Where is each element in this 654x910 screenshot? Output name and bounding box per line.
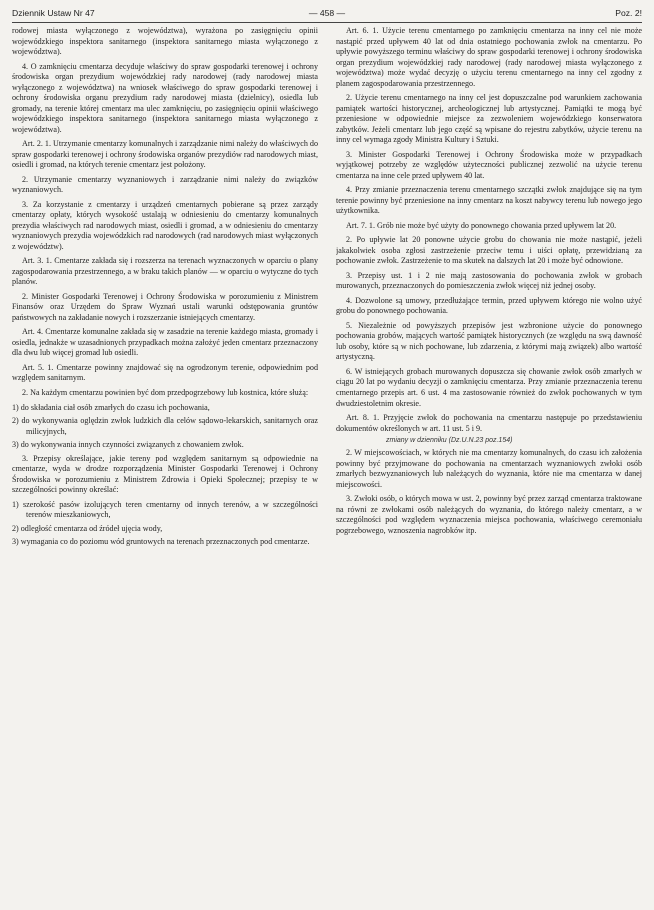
paragraph: Art. 6. 1. Użycie terenu cmentarnego po zamknięciu cmentarza na inny cel nie może nastąpić przed upływem 40 lat od dnia ostatniego pochowania zwłok na cmentarzu. Po upływie powyższego terminu właściwy do spraw gospodarki terenowej i ochrony środowiska organ prezydium wojewódzkiej rady narodowej (rady narodowej miasta wyłączonego z województwa) może wydać decyzję o użyciu terenu cmentarnego na inny cel zgodny z planem zagospodarowania przestrzennego.: [336, 26, 642, 88]
paragraph: 6. W istniejących grobach murowanych dopuszcza się chowanie zwłok osób zmarłych w ciągu 20 lat po wydaniu decyzji o zamknięciu cmentarza. Przy zmianie przeznaczenia terenu cmentarnego przepis art. 6 ust. 4 ma zastosowanie również do zwłok pochowanych w tym dwudziestoletnim okresie.: [336, 366, 642, 408]
journal-title: Dziennik Ustaw Nr 47: [12, 8, 95, 18]
list-item: 3) do wykonywania innych czynności związanych z chowaniem zwłok.: [12, 440, 244, 450]
left-column: [12, 26, 318, 906]
list-item: 1) do składania ciał osób zmarłych do czasu ich pochowania,: [12, 402, 210, 412]
paragraph: 3. Przepisy określające, jakie tereny pod względem sanitarnym są odpowiednie na cmentarze, wyda w drodze rozporządzenia Minister Gospodarki Terenowej i Ochrony Środowiska w porozumieniu z Ministrem Zdrowia i Opieki Społecznej; przepisy te w szczególności powinny określać:: [12, 453, 318, 495]
paragraph: Art. 4. Cmentarze komunalne zakłada się w zasadzie na terenie każdego miasta, gromady i osiedla, jednakże w uzasadnionych przypadkach można założyć jeden cmentarz przeznaczony dla dwu lub więcej gromad lub osiedli.: [12, 327, 318, 358]
paragraph: 2. Po upływie lat 20 ponowne użycie grobu do chowania nie może nastąpić, jeżeli jakakolwiek osoba zgłosi zastrzeżenie przeciw temu i uiści opłatę, przewidzianą za pochowanie zwłok. Zastrzeżenie to ma skutek na dalszych lat 20 i może być odnowione.: [336, 235, 642, 266]
paragraph: 2. W miejscowościach, w których nie ma cmentarzy komunalnych, do czasu ich założenia powinny być przyjmowane do pochowania na cmentarzach wyznaniowych zwłoki osób zmarłych bezwyznaniowych lub należących do wyznania, które nie ma cmentarza w danej miejscowości.: [336, 448, 642, 489]
right-column: [336, 26, 642, 906]
paragraph: rodowej miasta wyłączonego z województwa), wyrażona po zasięgnięciu opinii wojewódzkiego inspektora sanitarnego (inspektora sanitarnego miasta wyłączonego z województwa).: [12, 26, 318, 57]
paragraph: 3. Za korzystanie z cmentarzy i urządzeń cmentarnych pobierane są przez zarządy cmentarzy opłaty, których wysokość ustalają w odniesieniu do cmentarzy komunalnych prezydia właściwych rad narodowych miast, osiedli i gromad, a w odniesieniu do cmentarzy wyznaniowych prezydia wojewódzkich rad narodowych (rad narodowych miast wyłączonych z województw).: [12, 199, 318, 251]
paragraph: 3. Minister Gospodarki Terenowej i Ochrony Środowiska może w przypadkach wyjątkowej potrzeby ze względów użyteczności publicznej zezwolić na użycie terenu cmentarza na inne cele przed upływem 40 lat.: [336, 149, 642, 180]
paragraph: 3. Przepisy ust. 1 i 2 nie mają zastosowania do pochowania zwłok w grobach murowanych, przeznaczonych do pomieszczenia zwłok więcej niż jednej osoby.: [336, 270, 642, 291]
list-item: 2) do wykonywania oględzin zwłok ludzkich dla celów sądowo-lekarskich, sanitarnych oraz milicyjnych,: [12, 416, 318, 436]
position-number: Poz. 2!: [615, 8, 642, 18]
paragraph: 2. Utrzymanie cmentarzy wyznaniowych i zarządzanie nimi należy do związków wyznaniowych.: [12, 174, 318, 195]
page-number: — 458 —: [308, 8, 346, 18]
header-rule: [12, 22, 642, 23]
paragraph: 4. O zamknięciu cmentarza decyduje właściwy do spraw gospodarki terenowej i ochrony środowiska organ prezydium wojewódzkiej rady narodowej (rady narodowej miasta wyłączonego z województwa) na wniosek właściwego do spraw gospodarki terenowej i ochrony środowiska organu prezydium rady narodowej miasta (dzielnicy), osiedla lub gromady, na terenie której cmentarz ma ulec zamknięciu, po zasięgnięciu opinii właściwego wojewódzkiego inspektora sanitarnego (inspektora sanitarnego miasta wyłączonego z województwa).: [12, 61, 318, 134]
list-item: 2) odległość cmentarza od źródeł ujęcia wody,: [12, 523, 163, 533]
paragraph: 4. Dozwolone są umowy, przedłużające termin, przed upływem którego nie wolno użyć grobu do ponownego pochowania.: [336, 295, 642, 316]
paragraph: Art. 5. 1. Cmentarze powinny znajdować się na ogrodzonym terenie, odpowiednim pod względem sanitarnym.: [12, 362, 318, 383]
paragraph: 4. Przy zmianie przeznaczenia terenu cmentarnego szczątki zwłok znajdujące się na tym terenie powinny być przeniesione na inny cmentarz na koszt nabywcy terenu lub nowego jego użytkownika.: [336, 185, 642, 216]
paragraph: 5. Niezależnie od powyższych przepisów jest wzbronione użycie do ponownego pochowania grobów, mających wartość pamiątek historycznych (ze względu na swą dawność lub osoby, które są w nich pochowane, lub zdarzenia, z którymi mają związek) albo wartość artystyczną.: [336, 320, 642, 362]
paragraph: Art. 3. 1. Cmentarze zakłada się i rozszerza na terenach wyznaczonych w oparciu o plany zagospodarowania przestrzennego, a w braku takich planów — w oparciu o wytyczne do tych planów.: [12, 256, 318, 287]
handwritten-note: zmiany w dzienniku (Dz.U.N.23 poz.154): [386, 437, 513, 445]
page-header: [12, 8, 642, 20]
paragraph: 2. Minister Gospodarki Terenowej i Ochrony Środowiska w porozumieniu z Ministrem Finansów oraz Urzędem do Spraw Wyznań ustali warunki odstępowania gruntów państwowych na zakładanie nowych i rozszerzanie istniejących cmentarzy.: [12, 291, 318, 322]
paragraph: Art. 7. 1. Grób nie może być użyty do ponownego chowania przed upływem lat 20.: [346, 220, 617, 230]
paragraph: 2. Na każdym cmentarzu powinien być dom przedpogrzebowy lub kostnica, które służą:: [22, 387, 309, 397]
paragraph: Art. 2. 1. Utrzymanie cmentarzy komunalnych i zarządzanie nimi należy do właściwych do spraw gospodarki terenowej i ochrony środowiska organów prezydiów rad narodowych miast, osiedli i gromad, na których terenie cmentarz jest położony.: [12, 139, 318, 170]
list-item: 1) szerokość pasów izolujących teren cmentarny od innych terenów, a w szczególności terenów mieszkaniowych,: [12, 499, 318, 520]
list-item: 3) wymagania co do poziomu wód gruntowych na terenach przeznaczonych pod cmentarze.: [12, 537, 310, 547]
paragraph: Art. 8. 1. Przyjęcie zwłok do pochowania na cmentarzu następuje po przedstawieniu dokumentów określonych w art. 11 ust. 5 i 9.: [336, 413, 642, 433]
paragraph: 3. Zwłoki osób, o których mowa w ust. 2, powinny być przez zarząd cmentarza traktowane na równi ze zwłokami osób należących do wyznania, do którego należy cmentarz, a w szczególności pod względem wyznaczenia miejsca pochowania, właściwego ceremoniału pogrzebowego, wznoszenia nagrobków itp.: [336, 494, 642, 535]
paragraph: 2. Użycie terenu cmentarnego na inny cel jest dopuszczalne pod warunkiem zachowania pamiątek wartości historycznej, archeologicznej lub artystycznej. Pamiątki te mogą być przeniesione w odpowiednie miejsce za zezwoleniem wojewódzkiego konserwatora zabytków. Jeżeli cmentarz lub jego część są wpisane do rejestru zabytków, użycie terenu na inny cel wymaga zgody Ministra Kultury i Sztuki.: [336, 93, 642, 145]
